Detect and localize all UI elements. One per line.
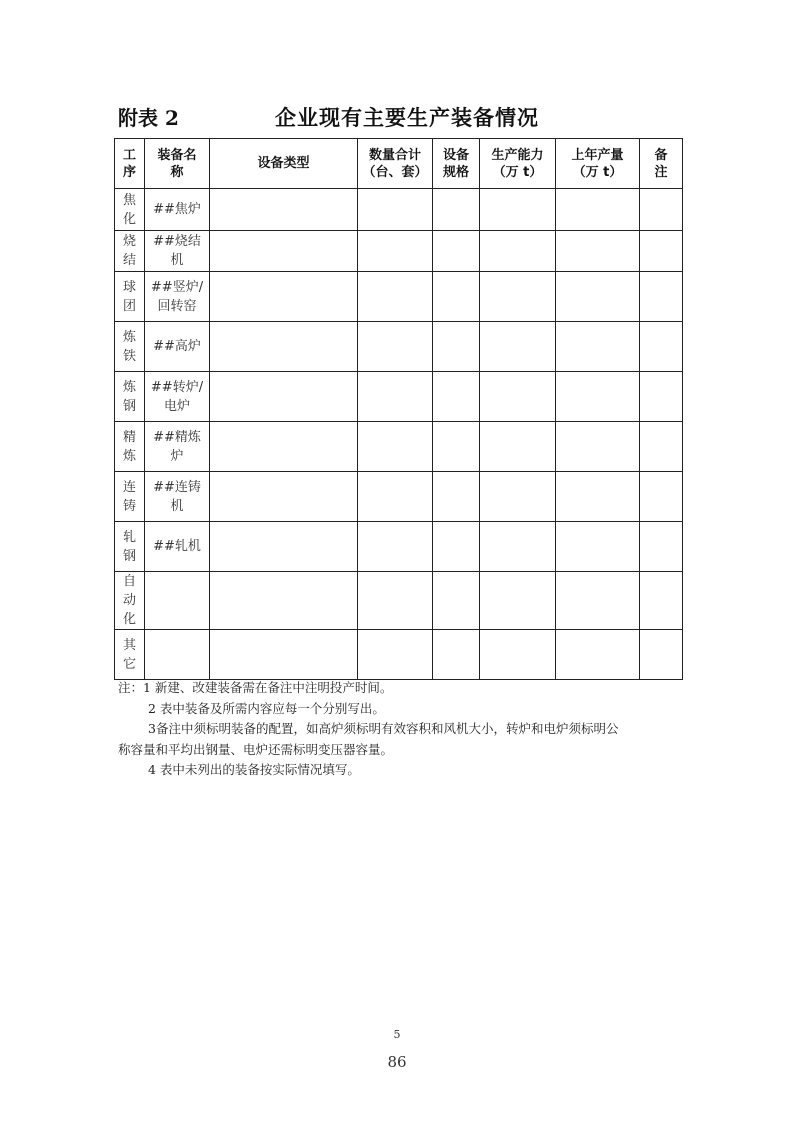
note-line: 2 表中装备及所需内容应每一个分别写出。	[148, 700, 385, 716]
process-cell	[115, 422, 145, 472]
equipment-name-cell	[145, 572, 210, 630]
blank-entry-cell	[210, 231, 358, 272]
blank-entry-cell	[640, 189, 683, 231]
column-header	[210, 139, 358, 189]
blank-entry-cell	[433, 472, 480, 522]
column-header	[115, 139, 145, 189]
column-header-line: 注	[654, 164, 668, 180]
blank-entry-cell	[640, 522, 683, 572]
process-char: 炼	[122, 379, 136, 395]
column-header-line: 备	[654, 147, 668, 163]
blank-entry-cell	[640, 422, 683, 472]
blank-entry-cell	[640, 272, 683, 322]
blank-entry-cell	[433, 272, 480, 322]
process-cell	[115, 522, 145, 572]
equipment-name-line: ##焦炉	[153, 202, 201, 217]
process-cell	[115, 630, 145, 680]
outer-page-number: 86	[387, 1053, 407, 1071]
column-header	[358, 139, 433, 189]
column-header-line: （台、套）	[362, 164, 428, 180]
blank-entry-cell	[358, 472, 433, 522]
column-header	[433, 139, 480, 189]
process-char: 烧	[122, 234, 136, 249]
equipment-name-cell	[145, 472, 210, 522]
blank-entry-cell	[358, 372, 433, 422]
process-cell	[115, 322, 145, 372]
table-row	[115, 322, 683, 372]
process-char: 炼	[122, 329, 136, 345]
note-line: 注：1 新建、改建装备需在备注中注明投产时间。	[118, 680, 393, 695]
column-header	[640, 139, 683, 189]
note-line: 4 表中未列出的装备按实际情况填写。	[148, 762, 360, 777]
table-row	[115, 630, 683, 680]
process-char: 动	[122, 593, 136, 608]
blank-entry-cell	[556, 422, 640, 472]
blank-entry-cell	[556, 372, 640, 422]
blank-entry-cell	[358, 272, 433, 322]
blank-entry-cell	[556, 572, 640, 630]
blank-entry-cell	[480, 472, 556, 522]
blank-entry-cell	[433, 231, 480, 272]
blank-entry-cell	[210, 372, 358, 422]
equipment-name-cell	[145, 231, 210, 272]
process-char: 化	[122, 612, 136, 627]
blank-entry-cell	[480, 189, 556, 231]
column-header-line: 上年产量	[571, 147, 624, 163]
equipment-name-line: ##高炉	[153, 339, 201, 354]
process-char: 铸	[122, 498, 136, 514]
equipment-name-cell	[145, 522, 210, 572]
process-char: 炼	[122, 448, 136, 464]
blank-entry-cell	[640, 372, 683, 422]
equipment-name-line: 机	[170, 498, 184, 514]
blank-entry-cell	[358, 422, 433, 472]
blank-entry-cell	[433, 422, 480, 472]
blank-entry-cell	[433, 522, 480, 572]
blank-entry-cell	[480, 522, 556, 572]
column-header-line: 生产能力	[491, 147, 544, 163]
process-cell	[115, 572, 145, 630]
blank-entry-cell	[556, 630, 640, 680]
column-header-line: 规格	[442, 164, 469, 180]
process-char: 球	[122, 279, 136, 295]
blank-entry-cell	[433, 372, 480, 422]
column-header-line: 装备名	[157, 147, 197, 163]
equipment-name-cell	[145, 422, 210, 472]
equipment-name-cell	[145, 630, 210, 680]
blank-entry-cell	[210, 630, 358, 680]
blank-entry-cell	[640, 630, 683, 680]
table-row	[115, 372, 683, 422]
blank-entry-cell	[480, 272, 556, 322]
table-body	[115, 189, 683, 680]
blank-entry-cell	[210, 272, 358, 322]
blank-entry-cell	[433, 189, 480, 231]
process-char: 焦	[122, 192, 136, 208]
equipment-name-line: ##精炼	[153, 429, 201, 445]
blank-entry-cell	[556, 472, 640, 522]
equipment-name-line: 机	[170, 253, 184, 268]
equipment-name-cell	[145, 272, 210, 322]
equipment-name-line: 电炉	[163, 398, 190, 414]
process-char: 轧	[122, 529, 136, 545]
table-row	[115, 572, 683, 630]
blank-entry-cell	[480, 572, 556, 630]
equipment-table	[114, 138, 683, 680]
blank-entry-cell	[358, 322, 433, 372]
process-char: 自	[122, 574, 136, 589]
page-title: 企业现有主要生产装备情况	[275, 105, 539, 130]
process-char: 钢	[122, 548, 136, 564]
process-char: 它	[122, 656, 136, 672]
blank-entry-cell	[210, 189, 358, 231]
process-cell	[115, 189, 145, 231]
equipment-name-cell	[145, 372, 210, 422]
table-row	[115, 272, 683, 322]
process-char: 团	[122, 298, 136, 314]
equipment-name-cell	[145, 189, 210, 231]
table-row	[115, 422, 683, 472]
equipment-name-line: ##竖炉/	[150, 279, 204, 295]
blank-entry-cell	[433, 572, 480, 630]
column-header-line: 工	[122, 147, 136, 163]
column-header-line: 称	[170, 164, 184, 180]
table-row	[115, 231, 683, 272]
process-cell	[115, 272, 145, 322]
blank-entry-cell	[640, 472, 683, 522]
blank-entry-cell	[358, 572, 433, 630]
blank-entry-cell	[640, 231, 683, 272]
blank-entry-cell	[640, 322, 683, 372]
appendix-label: 附表 2	[118, 106, 179, 130]
blank-entry-cell	[556, 272, 640, 322]
blank-entry-cell	[358, 522, 433, 572]
process-cell	[115, 372, 145, 422]
blank-entry-cell	[358, 189, 433, 231]
blank-entry-cell	[210, 522, 358, 572]
column-header-line: （万 t）	[572, 164, 623, 180]
process-char: 铁	[122, 348, 136, 364]
column-header	[480, 139, 556, 189]
table-header	[118, 102, 684, 132]
blank-entry-cell	[210, 472, 358, 522]
table-row	[115, 522, 683, 572]
column-header-line: 设备	[442, 147, 469, 163]
process-char: 钢	[122, 398, 136, 414]
equipment-name-line: ##烧结	[153, 234, 201, 249]
table-header-row	[115, 139, 683, 189]
blank-entry-cell	[433, 322, 480, 372]
blank-entry-cell	[210, 322, 358, 372]
column-header	[145, 139, 210, 189]
blank-entry-cell	[556, 522, 640, 572]
blank-entry-cell	[210, 572, 358, 630]
column-header-line: 数量合计	[368, 147, 421, 163]
inner-page-number: 5	[393, 1028, 401, 1041]
blank-entry-cell	[556, 231, 640, 272]
blank-entry-cell	[556, 322, 640, 372]
column-header-line: （万 t）	[492, 164, 543, 180]
blank-entry-cell	[480, 372, 556, 422]
process-char: 精	[122, 429, 136, 445]
note-line: 称容量和平均出钢量、电炉还需标明变压器容量。	[118, 741, 394, 757]
equipment-name-line: ##转炉/	[150, 379, 204, 395]
table-row	[115, 189, 683, 231]
process-cell	[115, 231, 145, 272]
equipment-name-cell	[145, 322, 210, 372]
blank-entry-cell	[358, 231, 433, 272]
column-header-line: 序	[122, 164, 136, 180]
blank-entry-cell	[640, 572, 683, 630]
blank-entry-cell	[433, 630, 480, 680]
blank-entry-cell	[358, 630, 433, 680]
note-line: 3备注中须标明装备的配置，如高炉须标明有效容积和风机大小，转炉和电炉须标明公	[148, 721, 619, 736]
blank-entry-cell	[210, 422, 358, 472]
equipment-name-line: 炉	[170, 448, 184, 464]
column-header-line: 设备类型	[257, 156, 310, 171]
process-cell	[115, 472, 145, 522]
table-row	[115, 472, 683, 522]
equipment-name-line: ##轧机	[153, 539, 201, 554]
process-char: 连	[122, 479, 136, 495]
blank-entry-cell	[480, 322, 556, 372]
process-char: 化	[122, 211, 136, 227]
blank-entry-cell	[480, 231, 556, 272]
column-header	[556, 139, 640, 189]
blank-entry-cell	[556, 189, 640, 231]
equipment-name-line: ##连铸	[153, 479, 201, 495]
equipment-name-line: 回转窑	[157, 298, 197, 314]
process-char: 结	[122, 253, 136, 268]
blank-entry-cell	[480, 422, 556, 472]
notes	[118, 678, 688, 781]
process-char: 其	[122, 637, 136, 653]
blank-entry-cell	[480, 630, 556, 680]
